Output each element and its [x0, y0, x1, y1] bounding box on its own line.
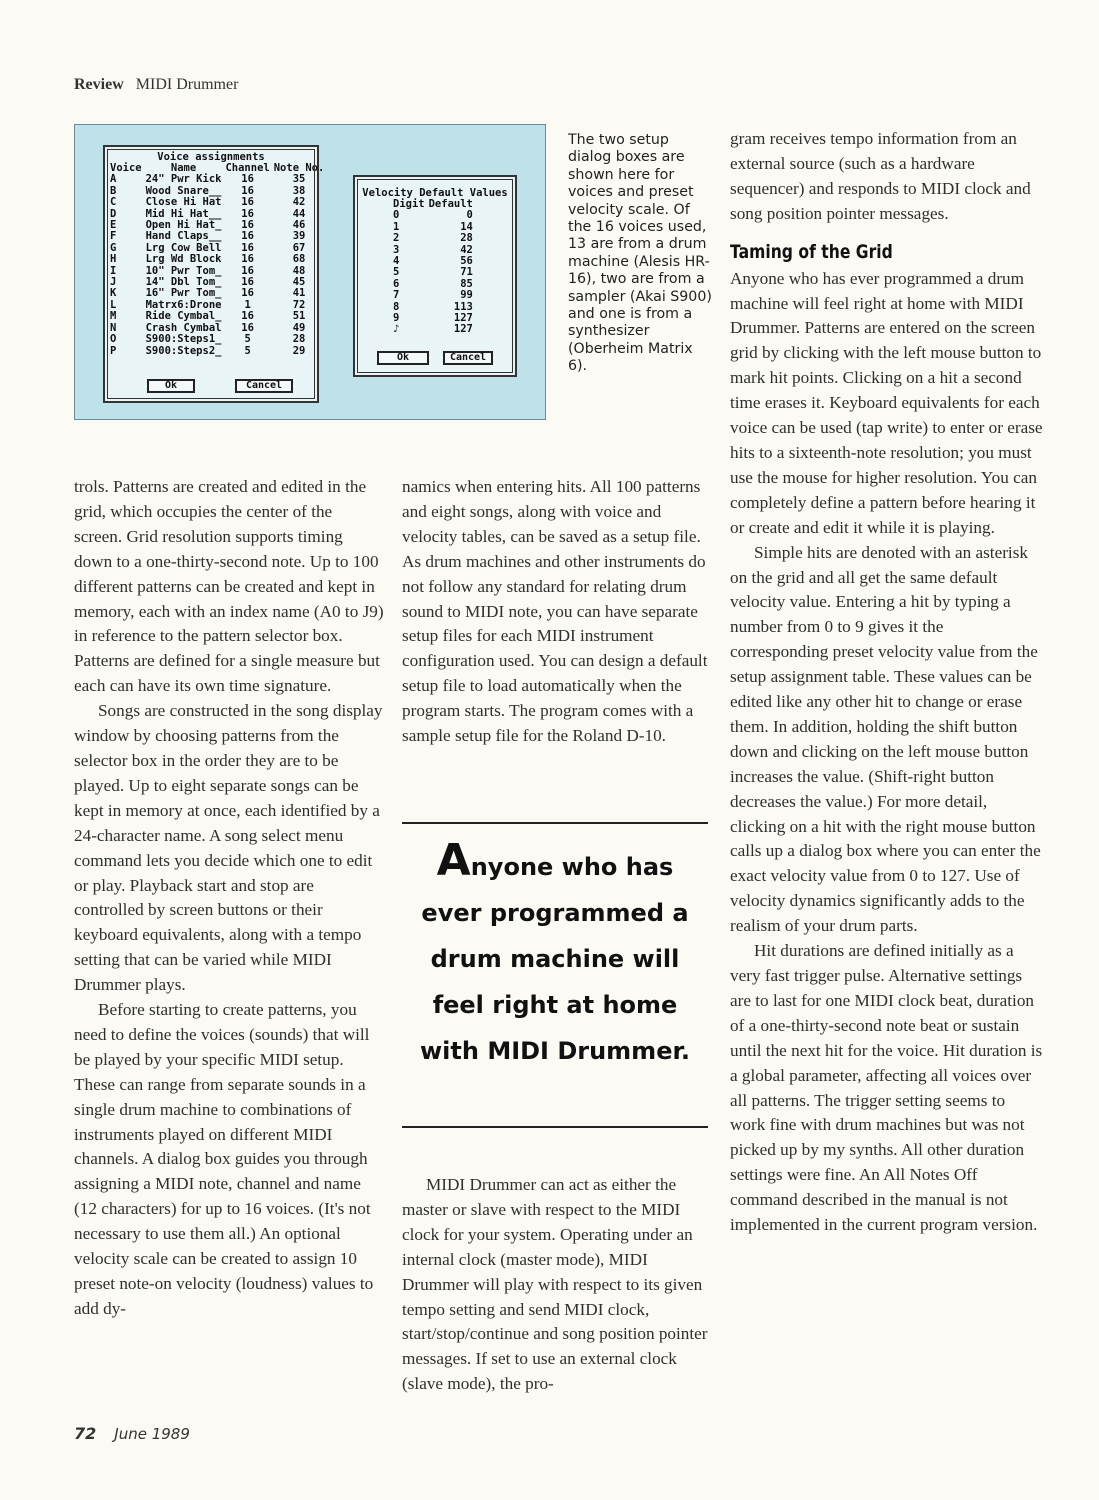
velocity-cell: 8: [393, 300, 400, 313]
column-1: [74, 475, 384, 1322]
voice-cell: 24" Pwr Kick: [145, 173, 222, 186]
pull-quote-line: drum machine will: [430, 945, 680, 973]
column-3: [730, 127, 1044, 1238]
voice-cell: 39: [292, 230, 306, 243]
voice-cell: Matrx6:Drone: [145, 298, 222, 311]
voice-cell: 16: [241, 253, 254, 266]
voice-cell: 16: [241, 219, 254, 232]
voice-cell: Close Hi Hat: [145, 196, 222, 209]
voice-cell: 16: [241, 230, 254, 243]
voice-cell: S900:Steps1_: [145, 333, 222, 346]
voice-cell: 72: [292, 298, 306, 311]
voice-cell: 16: [241, 196, 254, 209]
voice-cell: 16: [241, 287, 254, 300]
voice-cell: Hand Claps__: [145, 230, 222, 243]
screenshot-figure: [74, 124, 546, 420]
voice-cell: 41: [292, 287, 306, 300]
page-footer: [74, 1424, 190, 1444]
voice-cell: Open Hi Hat_: [145, 219, 222, 232]
voice-cell: N: [110, 321, 117, 334]
velocity-defaults-dialog: [353, 175, 517, 377]
pull-quote-line: nyone who has: [470, 853, 674, 881]
velocity-cell: 3: [393, 243, 400, 256]
page-number: 72: [74, 1424, 97, 1443]
velocity-cell: 113: [453, 300, 473, 313]
voice-cell: Wood Snare__: [145, 184, 222, 197]
voice-cell: 46: [292, 219, 306, 232]
voice-table: [108, 163, 326, 357]
voice-column-header: Name: [170, 162, 197, 174]
velocity-row: [391, 233, 475, 244]
voice-cell: 16: [241, 241, 254, 254]
voice-cell: 16: [241, 264, 254, 277]
voice-cell: M: [110, 310, 117, 323]
voice-cell: 35: [292, 173, 306, 186]
voice-cell: Mid Hi Hat__: [145, 207, 222, 220]
paragraph: Simple hits are denoted with an asterisk on the grid and all get the same default velocity value. Entering a hit by typing a number from 0 to 9 gives it the corresponding preset velocity value from the setup assignment table. These values can be edited like any other hit to change or erase them. In addition, holding the shift button down and clicking on the left mouse button increases the value. (Shift-right button decreases the value.) For more detail, clicking on a hit with the right mouse button calls up a dialog box where you can enter the exact velocity value from 0 to 127. Use of velocity dynamics significantly adds to the realism of your drum parts.: [730, 542, 1041, 936]
voice-row: [108, 311, 326, 322]
velocity-ok-button[interactable]: Ok: [377, 351, 429, 365]
velocity-cell: 56: [460, 255, 473, 268]
voice-dialog-title: Voice assignments: [157, 151, 265, 163]
voice-cell: C: [110, 196, 117, 209]
velocity-cell: 99: [460, 289, 473, 302]
voice-cell: 16: [241, 276, 254, 289]
velocity-cell: 28: [460, 232, 473, 245]
paragraph: Anyone who has ever programmed a drum machine will feel right at home with MIDI Drummer. Patterns are entered on the screen grid by clicking with the left mouse button to mark hit points. Clicking on a hit a second time erases it. Keyboard equivalents for each voice can be used (tap write) to enter or erase hits to a sixteenth-note resolution; you must use the mouse for higher resolution. You can completely define a pattern before hearing it or create and edit it while it is playing.: [730, 268, 1043, 537]
column-2-lower: [402, 1173, 712, 1397]
velocity-cell: 71: [460, 266, 473, 279]
voice-column-header: Channel: [225, 162, 270, 174]
velocity-cell: 1: [393, 220, 400, 233]
pull-quote: [402, 822, 708, 1128]
section-label: Review: [74, 76, 124, 93]
voice-cell: H: [110, 253, 117, 266]
velocity-cell: 7: [393, 289, 400, 302]
voice-cell: 28: [292, 333, 306, 346]
voice-column-header: Voice: [110, 162, 142, 174]
velocity-cell: 6: [393, 277, 400, 290]
voice-cell: 48: [292, 264, 306, 277]
voice-cell: I: [110, 264, 117, 277]
voice-cell: 38: [292, 184, 306, 197]
paragraph: MIDI Drummer can act as either the master or slave with respect to the MIDI clock for your system. Operating under an internal clock (master mode), MIDI Drummer will play with respect to its given tempo setting and send MIDI clock, start/stop/continue and song position pointer messages. If set to use an external clock (slave mode), the pro-: [402, 1175, 708, 1394]
paragraph: trols. Patterns are created and edited in the grid, which occupies the center of the screen. Grid resolution supports timing down to a one-thirty-second note. Up to 100 different patterns can be created and kept in memory, each with an index name (A0 to J9) in reference to the pattern selector box. Patterns are defined for a single measure but each can have its own time signature.: [74, 477, 384, 696]
velocity-cell: 14: [460, 220, 473, 233]
voice-cancel-button[interactable]: Cancel: [235, 379, 293, 393]
velocity-cell: 127: [453, 323, 473, 336]
velocity-column-header: Default: [428, 198, 473, 210]
velocity-cell: 85: [460, 277, 473, 290]
issue-date: June 1989: [114, 1425, 190, 1443]
voice-row: [108, 334, 326, 345]
paragraph: Before starting to create patterns, you need to define the voices (sounds) that will be played by your specific MIDI setup. These can range from separate sounds in a single drum machine to combinations of instruments played on different MIDI channels. A dialog box guides you through assigning a MIDI note, channel and name (12 characters) for up to 16 voices. (It's not necessary to use them all.) An optional velocity scale can be created to assign 10 preset note-on velocity (loudness) values to add dy-: [74, 1000, 374, 1318]
header-title: MIDI Drummer: [135, 76, 239, 93]
voice-assignments-dialog: [103, 145, 325, 403]
voice-cell: 16: [241, 173, 254, 186]
voice-cell: D: [110, 207, 117, 220]
paragraph: namics when entering hits. All 100 patterns and eight songs, along with voice and velocity tables, can be saved as a setup file. As drum machines and other instruments do not follow any standard for relating drum sound to MIDI note, you can have separate setup files for each MIDI instrument configuration used. You can design a default setup file to load automatically when the program starts. The program comes with a sample setup file for the Roland D-10.: [402, 477, 708, 746]
voice-cell: F: [110, 230, 117, 243]
velocity-cell: 9: [393, 312, 400, 325]
velocity-cancel-button[interactable]: Cancel: [443, 351, 493, 365]
voice-cell: 68: [292, 253, 306, 266]
voice-cell: L: [110, 298, 117, 311]
voice-cell: 1: [244, 298, 251, 311]
voice-cell: 49: [292, 321, 306, 334]
velocity-table: [391, 199, 475, 336]
velocity-cell: 127: [453, 312, 473, 325]
velocity-cell: 42: [460, 243, 473, 256]
voice-cell: 29: [292, 344, 306, 357]
voice-cell: 67: [292, 241, 306, 254]
voice-row: [108, 197, 326, 208]
voice-cell: 16" Pwr Tom_: [145, 287, 222, 300]
subhead: Taming of the Grid: [730, 240, 893, 263]
pull-quote-line: ever programmed a: [421, 899, 689, 927]
voice-cell: O: [110, 333, 117, 346]
voice-cell: 10" Pwr Tom_: [145, 264, 222, 277]
voice-cell: P: [110, 344, 117, 357]
voice-cell: S900:Steps2_: [145, 344, 222, 357]
velocity-cell: 4: [393, 255, 400, 268]
velocity-cell: 5: [393, 266, 400, 279]
voice-cell: B: [110, 184, 117, 197]
velocity-row: [391, 290, 475, 301]
running-header: [74, 76, 238, 94]
pull-quote-line: with MIDI Drummer.: [420, 1037, 690, 1065]
voice-cell: Ride Cymbal_: [145, 310, 222, 323]
voice-cell: 16: [241, 310, 254, 323]
pull-quote-initial: A: [436, 835, 471, 886]
voice-cell: 16: [241, 184, 254, 197]
voice-cell: G: [110, 241, 117, 254]
voice-cell: 16: [241, 207, 254, 220]
velocity-cell: ♪: [393, 323, 400, 336]
velocity-cell: 2: [393, 232, 400, 245]
voice-column-header: Note No.: [273, 162, 325, 174]
voice-cell: 42: [292, 196, 306, 209]
velocity-cell: 0: [466, 209, 473, 222]
voice-cell: 5: [244, 333, 251, 346]
column-2: [402, 475, 712, 749]
velocity-column-header: Digit: [393, 198, 425, 210]
velocity-dialog-title: Velocity Default Values: [362, 187, 508, 199]
voice-cell: Lrg Wd Block: [145, 253, 222, 266]
voice-cell: J: [110, 276, 117, 289]
paragraph: Hit durations are defined initially as a very fast trigger pulse. Alternative settings are to last for one MIDI clock beat, duration of a one-thirty-second note beat or sustain until the next hit for the voice. Hit duration is a global parameter, affecting all voices over all patterns. The trigger setting seems to work fine with drum machines but was not picked up by my synths. All other duration settings were fine. An All Notes Off command described in the manual is not implemented in the current program version.: [730, 941, 1043, 1235]
voice-cell: 14" Dbl Tom_: [145, 276, 222, 289]
pull-quote-line: feel right at home: [432, 991, 678, 1019]
paragraph: gram receives tempo information from an external source (such as a hardware sequencer) and responds to MIDI clock and song position pointer messages.: [730, 129, 1031, 223]
voice-cell: A: [110, 173, 117, 186]
velocity-row: [391, 324, 475, 335]
paragraph: Songs are constructed in the song display window by choosing patterns from the selector box in the order they are to be played. Up to eight separate songs can be kept in memory at once, each identified by a 24-character name. A song select menu command lets you decide which one to edit or play. Playback start and stop are controlled by screen buttons or their keyboard equivalents, along with a tempo setting that can be varied while MIDI Drummer plays.: [74, 701, 383, 995]
voice-cell: Crash Cymbal: [145, 321, 222, 334]
voice-cell: 16: [241, 321, 254, 334]
voice-cell: 5: [244, 344, 251, 357]
voice-cell: Lrg Cow Bell: [145, 241, 222, 254]
voice-row: [108, 346, 326, 357]
voice-cell: 51: [292, 310, 306, 323]
voice-row: [108, 254, 326, 265]
voice-ok-button[interactable]: Ok: [147, 379, 195, 393]
velocity-cell: 0: [393, 209, 400, 222]
voice-cell: 45: [292, 276, 306, 289]
voice-cell: K: [110, 287, 117, 300]
voice-cell: E: [110, 219, 117, 232]
voice-cell: 44: [292, 207, 306, 220]
figure-caption: The two setup dialog boxes are shown here for voices and preset velocity scale. Of the 16 voices used, 13 are from a drum machine (Alesis HR-16), two are from a sampler (Akai S900) and one is from a synthesizer (Oberheim Matrix 6).: [568, 132, 712, 375]
